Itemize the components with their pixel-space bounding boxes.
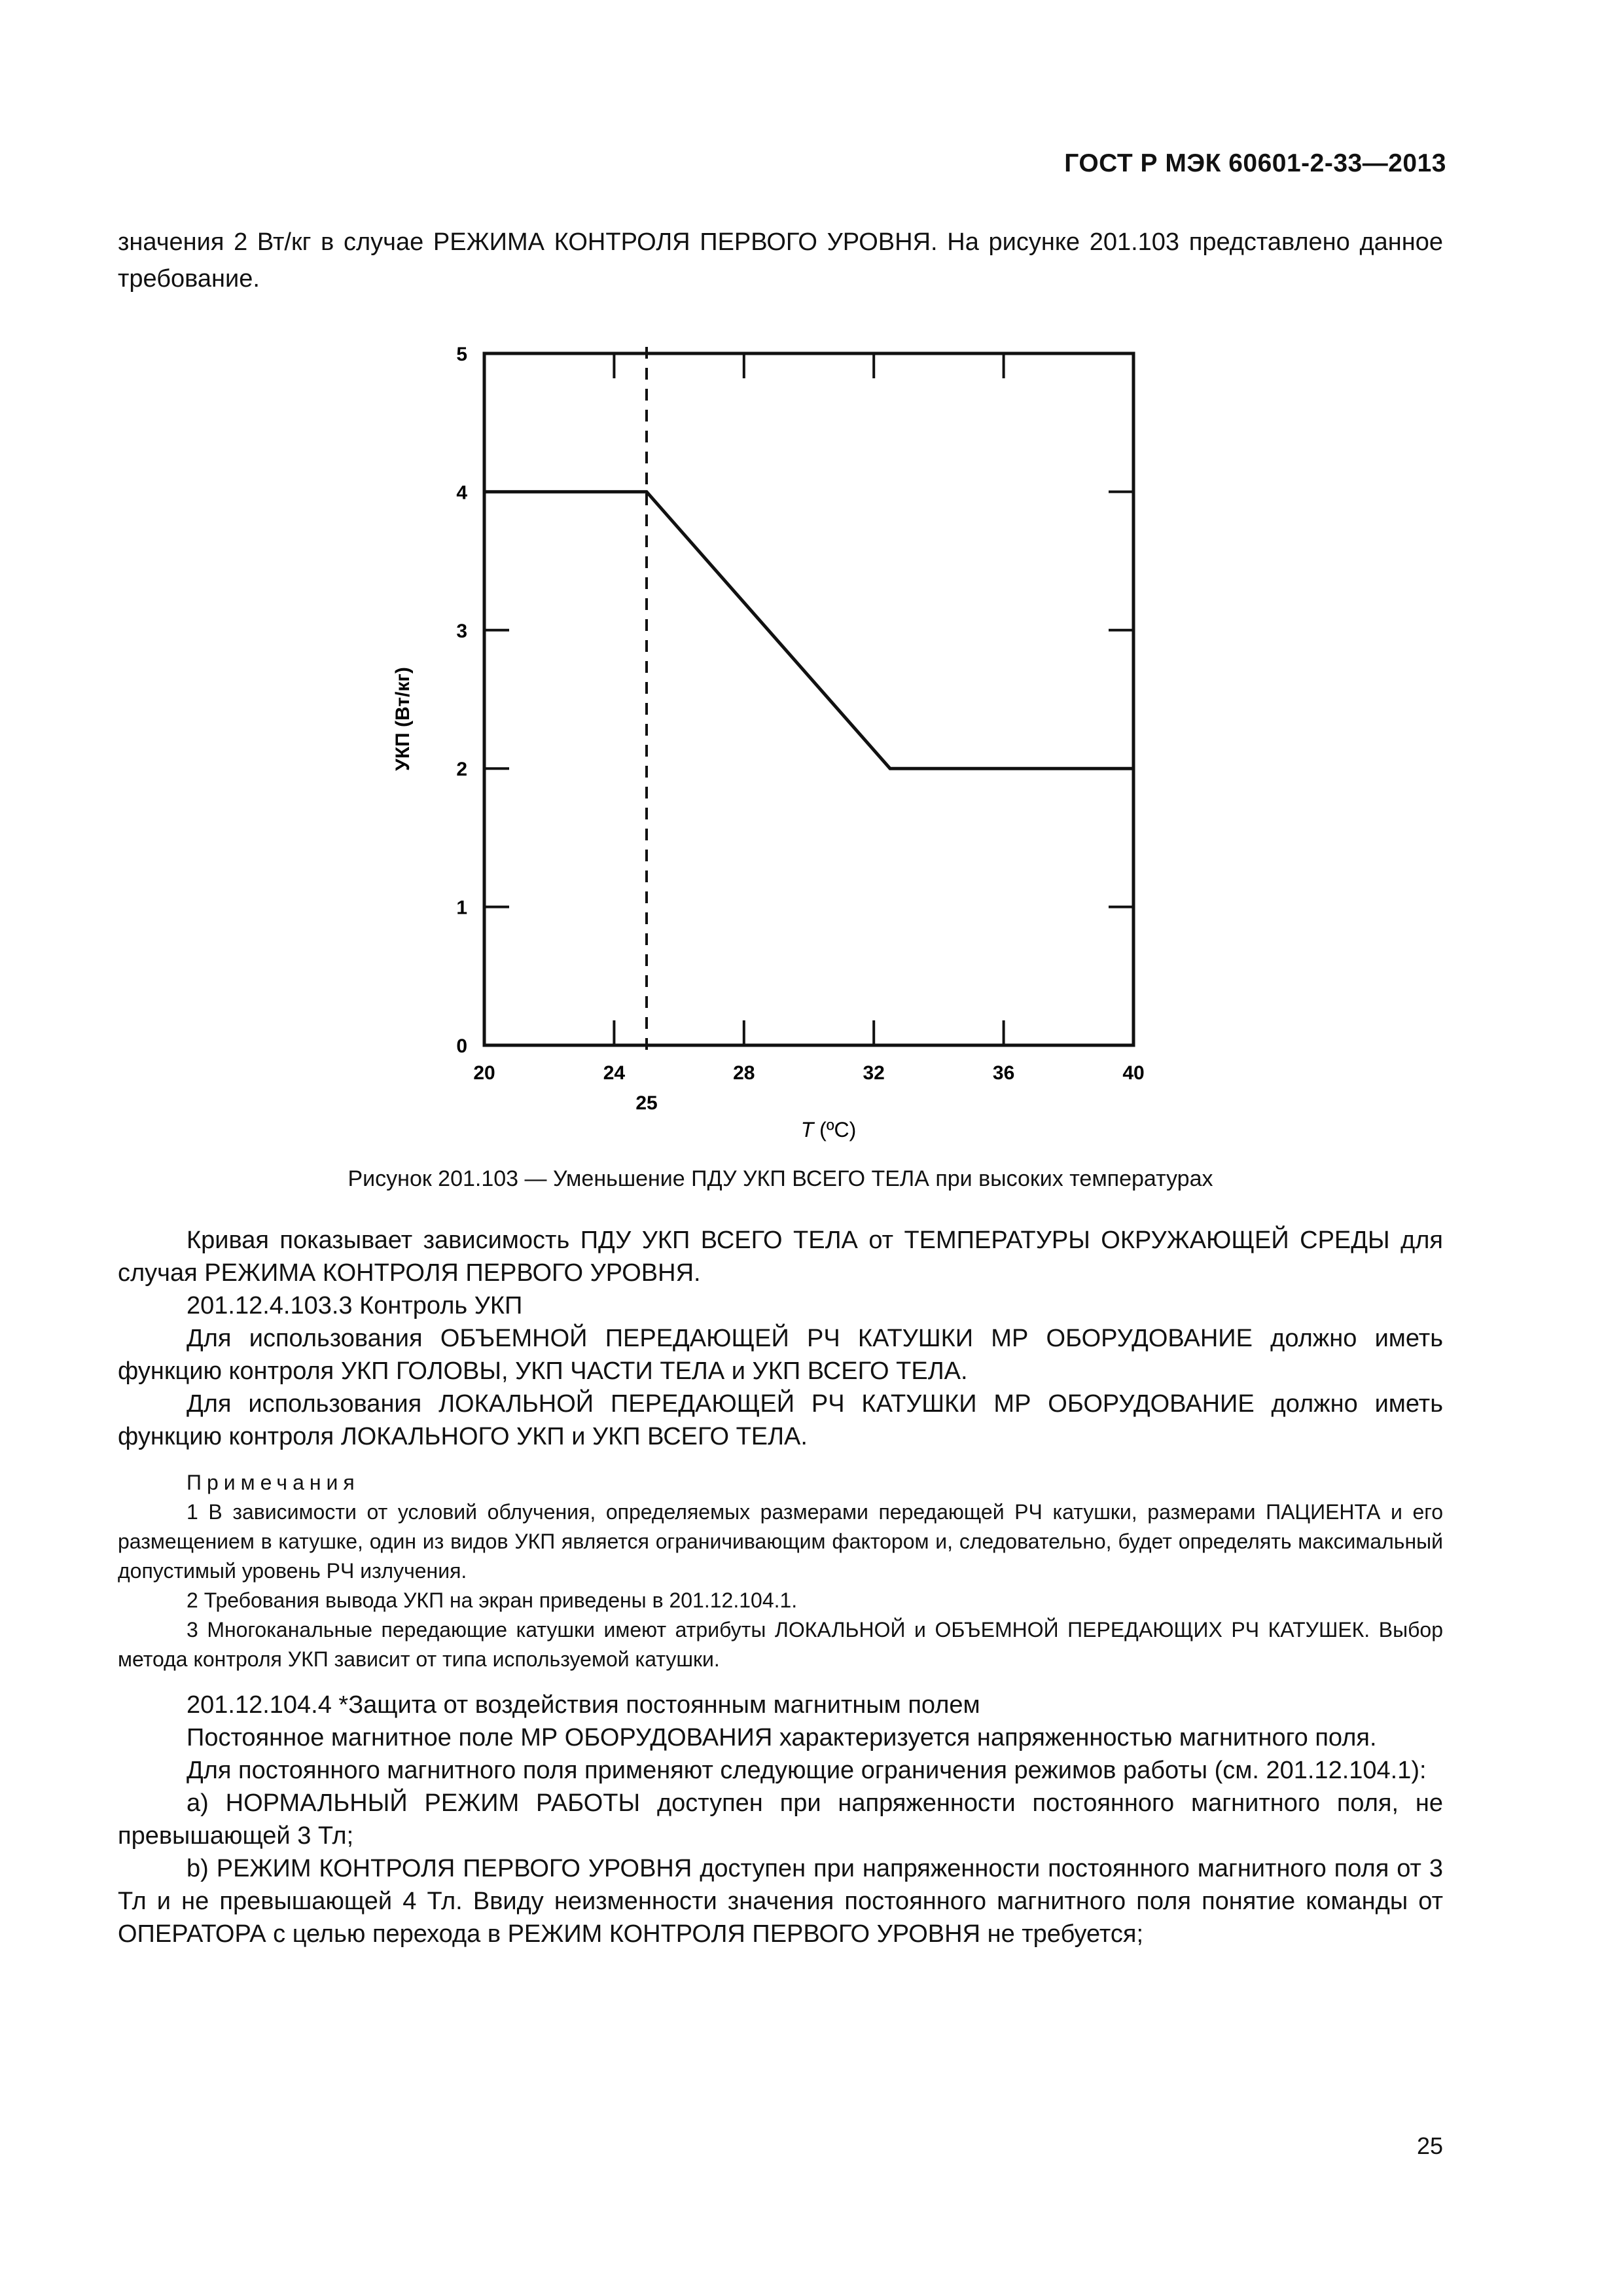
x-tick-label: 20 — [473, 1062, 495, 1084]
y-tick-label: 1 — [456, 897, 467, 919]
y-tick-label: 2 — [456, 759, 467, 781]
x-tick-label: 32 — [863, 1062, 885, 1084]
y-tick-label: 5 — [456, 344, 467, 365]
notes-block — [118, 1467, 1443, 1674]
x-tick-label: 40 — [1122, 1062, 1145, 1084]
figure-caption: Рисунок 201.103 — Уменьшение ПДУ УКП ВСЕГО ТЕЛА при высоких температурах — [348, 1166, 1213, 1191]
x-tick-label: 36 — [992, 1062, 1015, 1084]
note-item: 1 В зависимости от условий облучения, определяемых размерами передающей РЧ катушки, размерами ПАЦИЕНТА и его размещением в катушке, один из видов УКП является ограничивающим фактором и, следовательно, будет определять максимальный допустимый уровень РЧ излучения. — [118, 1500, 1443, 1583]
y-tick-label: 4 — [456, 482, 467, 504]
paragraph-volume-coil: Для использования ОБЪЕМНОЙ ПЕРЕДАЮЩЕЙ РЧ КАТУШКИ МР ОБОРУДОВАНИЕ должно иметь функцию контроля УКП ГОЛОВЫ, УКП ЧАСТИ ТЕЛА и УКП ВСЕГО ТЕЛА. — [118, 1325, 1443, 1385]
page-number: 25 — [1416, 2132, 1443, 2159]
x-tick-label: 28 — [733, 1062, 755, 1084]
intro-paragraph: значения 2 Вт/кг в случае РЕЖИМА КОНТРОЛЯ ПЕРВОГО УРОВНЯ. На рисунке 201.103 представлено данное требование. — [118, 228, 1443, 293]
x-tick-label: 24 — [603, 1062, 626, 1084]
plot-frame — [484, 353, 1133, 1045]
y-tick-label: 3 — [456, 620, 467, 642]
marker-label: 25 — [635, 1092, 658, 1114]
sar-temperature-chart — [366, 334, 1191, 1185]
section-heading-sar-control: 201.12.4.103.3 Контроль УКП — [187, 1292, 523, 1319]
paragraph-static-field: Постоянное магнитное поле МР ОБОРУДОВАНИЯ характеризуется напряженностью магнитного поля. — [187, 1724, 1377, 1751]
section-static-field — [118, 1689, 1443, 1950]
figure-201-103 — [366, 334, 1191, 1185]
x-axis-label: T (ºC) — [800, 1118, 857, 1141]
sar-limit-curve — [484, 492, 1133, 768]
section-heading-static-field: 201.12.104.4 *Защита от воздействия постоянным магнитным полем — [187, 1691, 980, 1719]
y-axis-label: УКП (Вт/кг) — [392, 667, 414, 771]
paragraph-local-coil: Для использования ЛОКАЛЬНОЙ ПЕРЕДАЮЩЕЙ РЧ КАТУШКИ МР ОБОРУДОВАНИЕ должно иметь функцию контроля ЛОКАЛЬНОГО УКП и УКП ВСЕГО ТЕЛА. — [118, 1390, 1443, 1450]
paragraph-curve: Кривая показывает зависимость ПДУ УКП ВСЕГО ТЕЛА от ТЕМПЕРАТУРЫ ОКРУЖАЮЩЕЙ СРЕДЫ для случая РЕЖИМА КОНТРОЛЯ ПЕРВОГО УРОВНЯ. — [118, 1227, 1443, 1287]
list-item-normal-mode: a) НОРМАЛЬНЫЙ РЕЖИМ РАБОТЫ доступен при напряженности постоянного магнитного поля, не превышающей 3 Тл; — [118, 1789, 1443, 1850]
note-item: 3 Многоканальные передающие катушки имеют атрибуты ЛОКАЛЬНОЙ и ОБЪЕМНОЙ ПЕРЕДАЮЩИХ РЧ КАТУШЕК. Выбор метода контроля УКП зависит от типа используемой катушки. — [118, 1618, 1443, 1671]
main-text — [118, 1224, 1443, 1950]
paragraph-limits: Для постоянного магнитного поля применяют следующие ограничения режимов работы (см. 201.12.104.1): — [187, 1757, 1427, 1784]
list-item-first-level-mode: b) РЕЖИМ КОНТРОЛЯ ПЕРВОГО УРОВНЯ доступен при напряженности постоянного магнитного поля от 3 Тл и не превышающей 4 Тл. Ввиду неизменности значения постоянного магнитного поля понятие команды от ОПЕРАТОРА с целью перехода в РЕЖИМ КОНТРОЛЯ ПЕРВОГО УРОВНЯ не требуется; — [118, 1855, 1443, 1948]
y-tick-label: 0 — [456, 1035, 467, 1057]
notes-title: Примечания — [187, 1471, 360, 1494]
document-header: ГОСТ Р МЭК 60601-2-33—2013 — [1064, 149, 1446, 177]
note-item: 2 Требования вывода УКП на экран приведены в 201.12.104.1. — [187, 1588, 798, 1612]
